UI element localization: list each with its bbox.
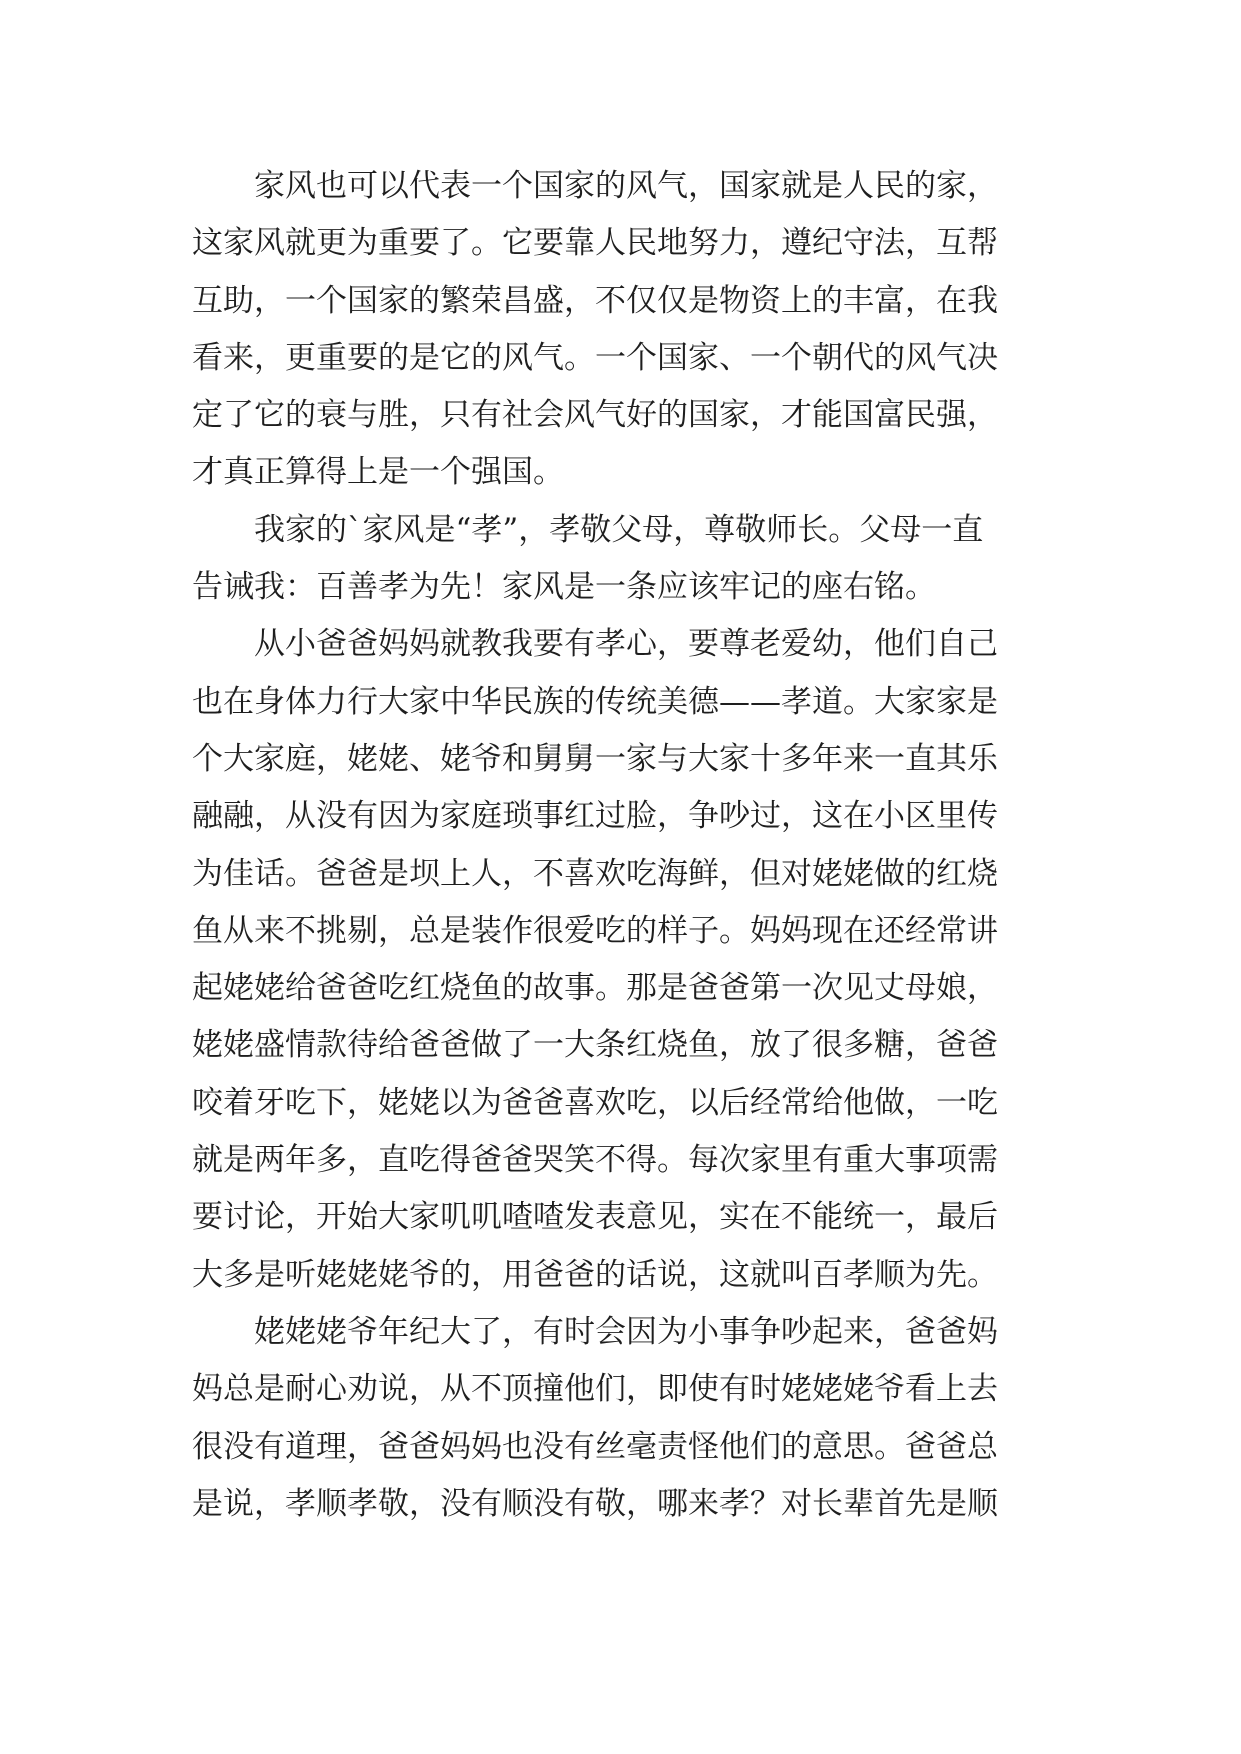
text-line: 大多是听姥姥姥爷的，用爸爸的话说，这就叫百孝顺为先。 (192, 1256, 998, 1293)
text-line: 是说，孝顺孝敬，没有顺没有敬，哪来孝？对长辈首先是顺 (192, 1485, 998, 1522)
paragraph-1 (192, 158, 1072, 502)
text-line: 个大家庭，姥姥、姥爷和舅舅一家与大家十多年来一直其乐 (192, 740, 998, 777)
text-line: 姥姥姥爷年纪大了，有时会因为小事争吵起来，爸爸妈 (254, 1313, 998, 1350)
text-line: 起姥姥给爸爸吃红烧鱼的故事。那是爸爸第一次见丈母娘， (192, 970, 998, 1007)
text-line: 才真正算得上是一个强国。 (192, 454, 564, 491)
text-line: 我家的`家风是“孝”，孝敬父母，尊敬师长。父母一直 (254, 511, 984, 548)
text-line: 互助，一个国家的繁荣昌盛，不仅仅是物资上的丰富，在我 (192, 282, 998, 319)
text-line: 融融，从没有因为家庭琐事红过脸，争吵过，这在小区里传 (192, 798, 998, 835)
text-line: 妈总是耐心劝说，从不顶撞他们，即使有时姥姥姥爷看上去 (192, 1371, 998, 1408)
paragraph-4 (192, 1304, 1072, 1533)
body-text (192, 158, 1072, 1533)
text-line: 为佳话。爸爸是坝上人，不喜欢吃海鲜，但对姥姥做的红烧 (192, 855, 998, 892)
text-line: 这家风就更为重要了。它要靠人民地努力，遵纪守法，互帮 (192, 225, 998, 262)
text-line: 告诫我：百善孝为先！家风是一条应该牢记的座右铭。 (192, 569, 936, 606)
text-line: 就是两年多，直吃得爸爸哭笑不得。每次家里有重大事项需 (192, 1142, 998, 1179)
text-line: 也在身体力行大家中华民族的传统美德——孝道。大家家是 (192, 683, 998, 720)
text-line: 从小爸爸妈妈就教我要有孝心，要尊老爱幼，他们自己 (254, 626, 998, 663)
text-line: 定了它的衰与胜，只有社会风气好的国家，才能国富民强， (192, 397, 998, 434)
text-line: 家风也可以代表一个国家的风气，国家就是人民的家， (254, 168, 998, 204)
text-line: 咬着牙吃下，姥姥以为爸爸喜欢吃，以后经常给他做，一吃 (192, 1084, 998, 1121)
text-line: 要讨论，开始大家叽叽喳喳发表意见，实在不能统一，最后 (192, 1199, 998, 1236)
text-line: 鱼从来不挑剔，总是装作很爱吃的样子。妈妈现在还经常讲 (192, 912, 998, 949)
paragraph-3 (192, 616, 1072, 1304)
text-line: 看来，更重要的是它的风气。一个国家、一个朝代的风气决 (192, 339, 998, 376)
text-line: 很没有道理，爸爸妈妈也没有丝毫责怪他们的意思。爸爸总 (192, 1428, 998, 1465)
text-line: 姥姥盛情款待给爸爸做了一大条红烧鱼，放了很多糖，爸爸 (192, 1027, 998, 1064)
paragraph-2 (192, 502, 1072, 617)
